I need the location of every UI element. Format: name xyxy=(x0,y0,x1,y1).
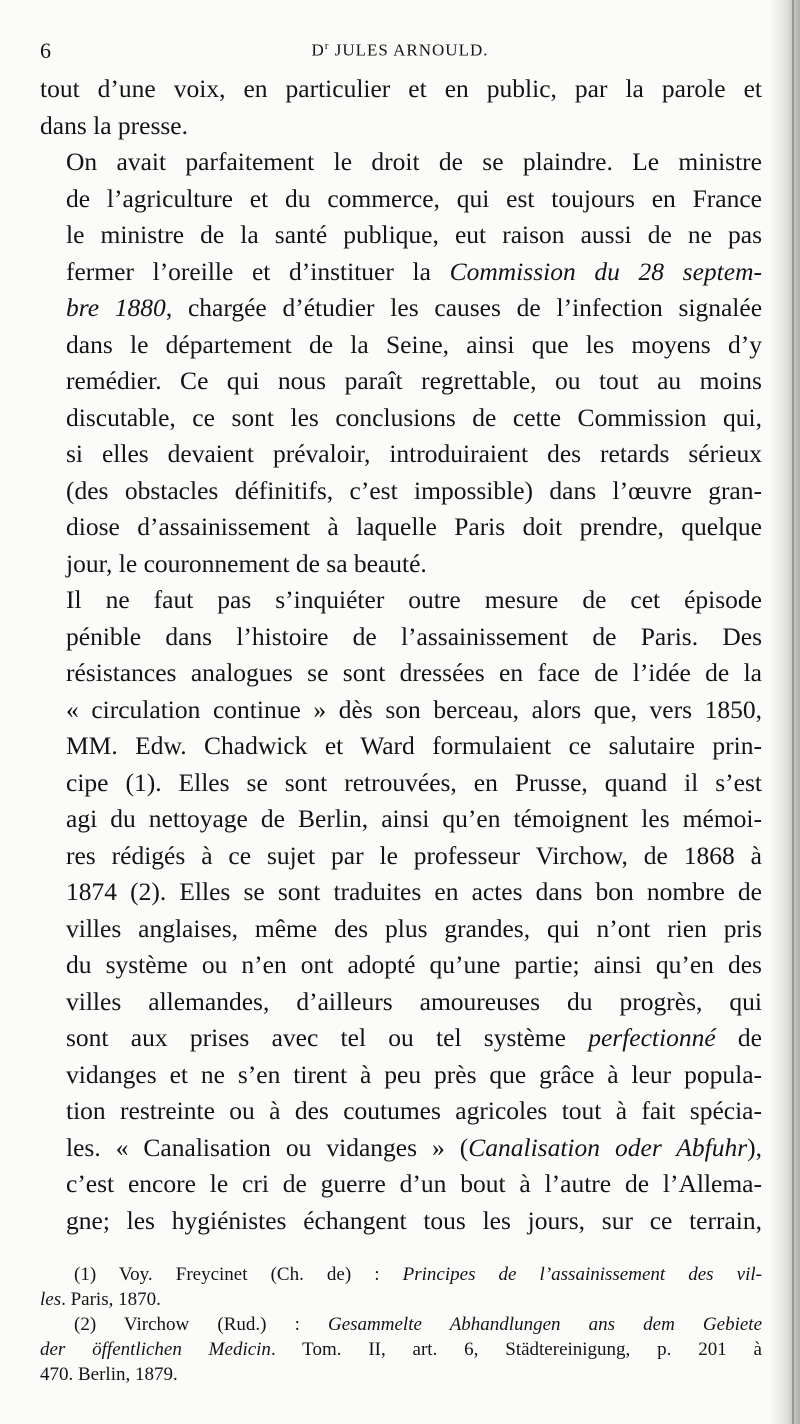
page-number: 6 xyxy=(40,38,51,63)
text-fragment: de xyxy=(715,1023,762,1052)
text-line: remédier. Ce qui nous paraît regrettable, ou tout au moins xyxy=(66,366,762,395)
page-edge-shadow xyxy=(770,0,800,1424)
text-fragment: les. « Canalisation ou vidanges » ( xyxy=(66,1132,469,1162)
text-line: (des obstacles définitifs, c’est impossible) dans l’œuvre gran- xyxy=(66,475,762,505)
text-line xyxy=(40,290,762,327)
text-line: « circulation continue » dès son berceau, alors que, vers 1850, xyxy=(66,694,762,724)
text-line: agi du nettoyage de Berlin, ainsi qu’en témoignent les mémoi- xyxy=(66,804,762,833)
text-fragment: ), xyxy=(747,1132,762,1162)
footnote-marker: (2) xyxy=(74,1314,97,1335)
text-line: vidanges et ne s’en tirent à peu près que grâce à leur popula- xyxy=(66,1059,762,1089)
text-line: diose d’assainissement à laquelle Paris doit prendre, quelque xyxy=(66,512,762,541)
text-line: MM. Edw. Chadwick et Ward formulaient ce salutaire prin- xyxy=(66,731,762,760)
text-line: discutable, ce sont les conclusions de cette Commission qui, xyxy=(66,402,762,432)
text-line: tion restreinte ou à des coutumes agricoles tout à fait spécia- xyxy=(66,1096,762,1125)
footnote-title-cont: der öffentlichen Medicin xyxy=(40,1339,271,1360)
text-line: On avait parfaitement le droit de se plaindre. Le ministre xyxy=(66,147,762,176)
text-line: gne; les hygiénistes échangent tous les jours, sur ce terrain, xyxy=(66,1205,762,1235)
footnote-2-end: 470. Berlin, 1879. xyxy=(40,1364,178,1385)
footnote-title: Principes de l’assainissement des vil- xyxy=(402,1264,762,1285)
footnote-1 xyxy=(40,1262,762,1287)
text-fragment: sont aux prises avec tel ou tel système xyxy=(66,1023,589,1052)
footnote-title-cont: les xyxy=(40,1289,62,1310)
paragraph-1 xyxy=(40,71,762,144)
text-line xyxy=(40,1020,762,1057)
text-line: res rédigés à ce sujet par le professeur Virchow, de 1868 à xyxy=(66,840,762,870)
footnote-1-cont xyxy=(40,1287,762,1312)
text-line: cipe (1). Elles se sont retrouvées, en Prusse, quand il s’est xyxy=(66,767,762,797)
text-line: pénible dans l’histoire de l’assainissement de Paris. Des xyxy=(66,621,762,651)
running-head xyxy=(40,40,760,61)
italic-canalisation: Canalisation oder Abfuhr xyxy=(468,1132,748,1162)
text-line: villes allemandes, d’ailleurs amoureuses du progrès, qui xyxy=(66,986,762,1016)
text-line: villes anglaises, même des plus grandes, qui n’ont rien pris xyxy=(66,913,762,943)
text-fragment: , chargée d’étudier les causes de l’infection signalée xyxy=(165,293,763,322)
page-header xyxy=(40,38,760,68)
text-line: tout d’une voix, en particulier et en public, par la parole et xyxy=(40,74,762,103)
footnote-title: Gesammelte Abhandlungen ans dem Gebiete xyxy=(328,1314,762,1335)
footnote-2 xyxy=(40,1312,762,1337)
text-line: dans la presse. xyxy=(40,110,188,140)
text-line: si elles devaient prévaloir, introduiraient des retards sérieux xyxy=(66,439,762,468)
running-head-prefix: D xyxy=(311,40,325,60)
text-line: de l’agriculture et du commerce, qui est toujours en France xyxy=(66,183,762,213)
italic-commission-date: bre 1880 xyxy=(66,293,166,322)
footnotes xyxy=(40,1262,762,1387)
text-line: 1874 (2). Elles se sont traduites en actes dans bon nombre de xyxy=(66,877,762,906)
text-line: Il ne faut pas s’inquiéter outre mesure de cet épisode xyxy=(66,585,762,614)
body-text xyxy=(40,71,762,1239)
text-fragment: fermer l’oreille et d’instituer la xyxy=(66,256,450,286)
text-line: du système ou n’en ont adopté qu’une partie; ainsi qu’en des xyxy=(66,950,762,979)
footnote-text: Virchow (Rud.) : xyxy=(96,1314,328,1335)
text-line xyxy=(40,254,762,291)
running-head-name: JULES ARNOULD. xyxy=(329,40,489,60)
text-line: résistances analogues se sont dressées en face de l’idée de la xyxy=(66,658,762,687)
footnote-text: . Tom. II, art. 6, Städtereinigung, p. 201 à xyxy=(270,1339,762,1360)
italic-perfectionne: perfectionné xyxy=(588,1023,716,1052)
footnote-text: . Paris, 1870. xyxy=(61,1289,161,1310)
text-line: jour, le couronnement de sa beauté. xyxy=(66,548,427,578)
paragraph-2 xyxy=(40,144,762,582)
footnote-marker: (1) xyxy=(74,1264,97,1285)
footnote-text: Voy. Freycinet (Ch. de) : xyxy=(96,1264,403,1285)
text-line xyxy=(40,1130,762,1167)
running-head-sup: r xyxy=(324,40,330,52)
page-edge-line xyxy=(792,0,794,1424)
footnote-2-cont xyxy=(40,1337,762,1362)
text-line: c’est encore le cri de guerre d’un bout à l’autre de l’Allema- xyxy=(66,1169,762,1198)
italic-commission-title: Commission du 28 septem- xyxy=(449,256,762,286)
text-line: le ministre de la santé publique, eut raison aussi de ne pas xyxy=(66,220,762,249)
paragraph-3 xyxy=(40,582,762,1239)
text-line: dans le département de la Seine, ainsi que les moyens d’y xyxy=(66,329,762,359)
